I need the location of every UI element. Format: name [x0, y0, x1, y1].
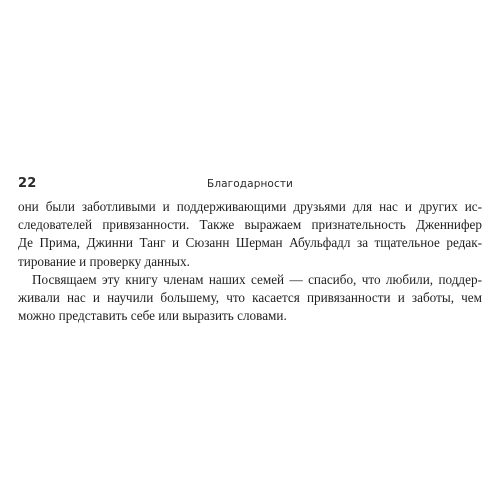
- page-number: 22: [18, 176, 37, 191]
- paragraph-2-line-2: живали нас и научили большему, что касается привязанности и заботы, чем: [18, 290, 482, 306]
- paragraph-1-line-1: они были заботливыми и поддерживающими друзьями для нас и других ис-: [18, 199, 482, 214]
- paragraph-1-line-3: Де Прима, Джинни Танг и Сюзанн Шерман Абульфадл за тщательное редак-: [18, 235, 482, 251]
- paragraph-1-line-4: тирование и проверку данных.: [18, 253, 190, 269]
- body-text: [18, 198, 482, 325]
- paragraph-2-line-1: Посвящаем эту книгу членам наших семей — спасибо, что любили, поддер-: [32, 271, 482, 287]
- running-head: Благодарности: [207, 178, 293, 190]
- page-header: [18, 176, 482, 194]
- paragraph-2-line-3: можно представить себе или выразить словами.: [18, 308, 287, 324]
- paragraph-1-line-2: следователей привязанности. Также выражаем признательность Дженнифер: [18, 217, 482, 233]
